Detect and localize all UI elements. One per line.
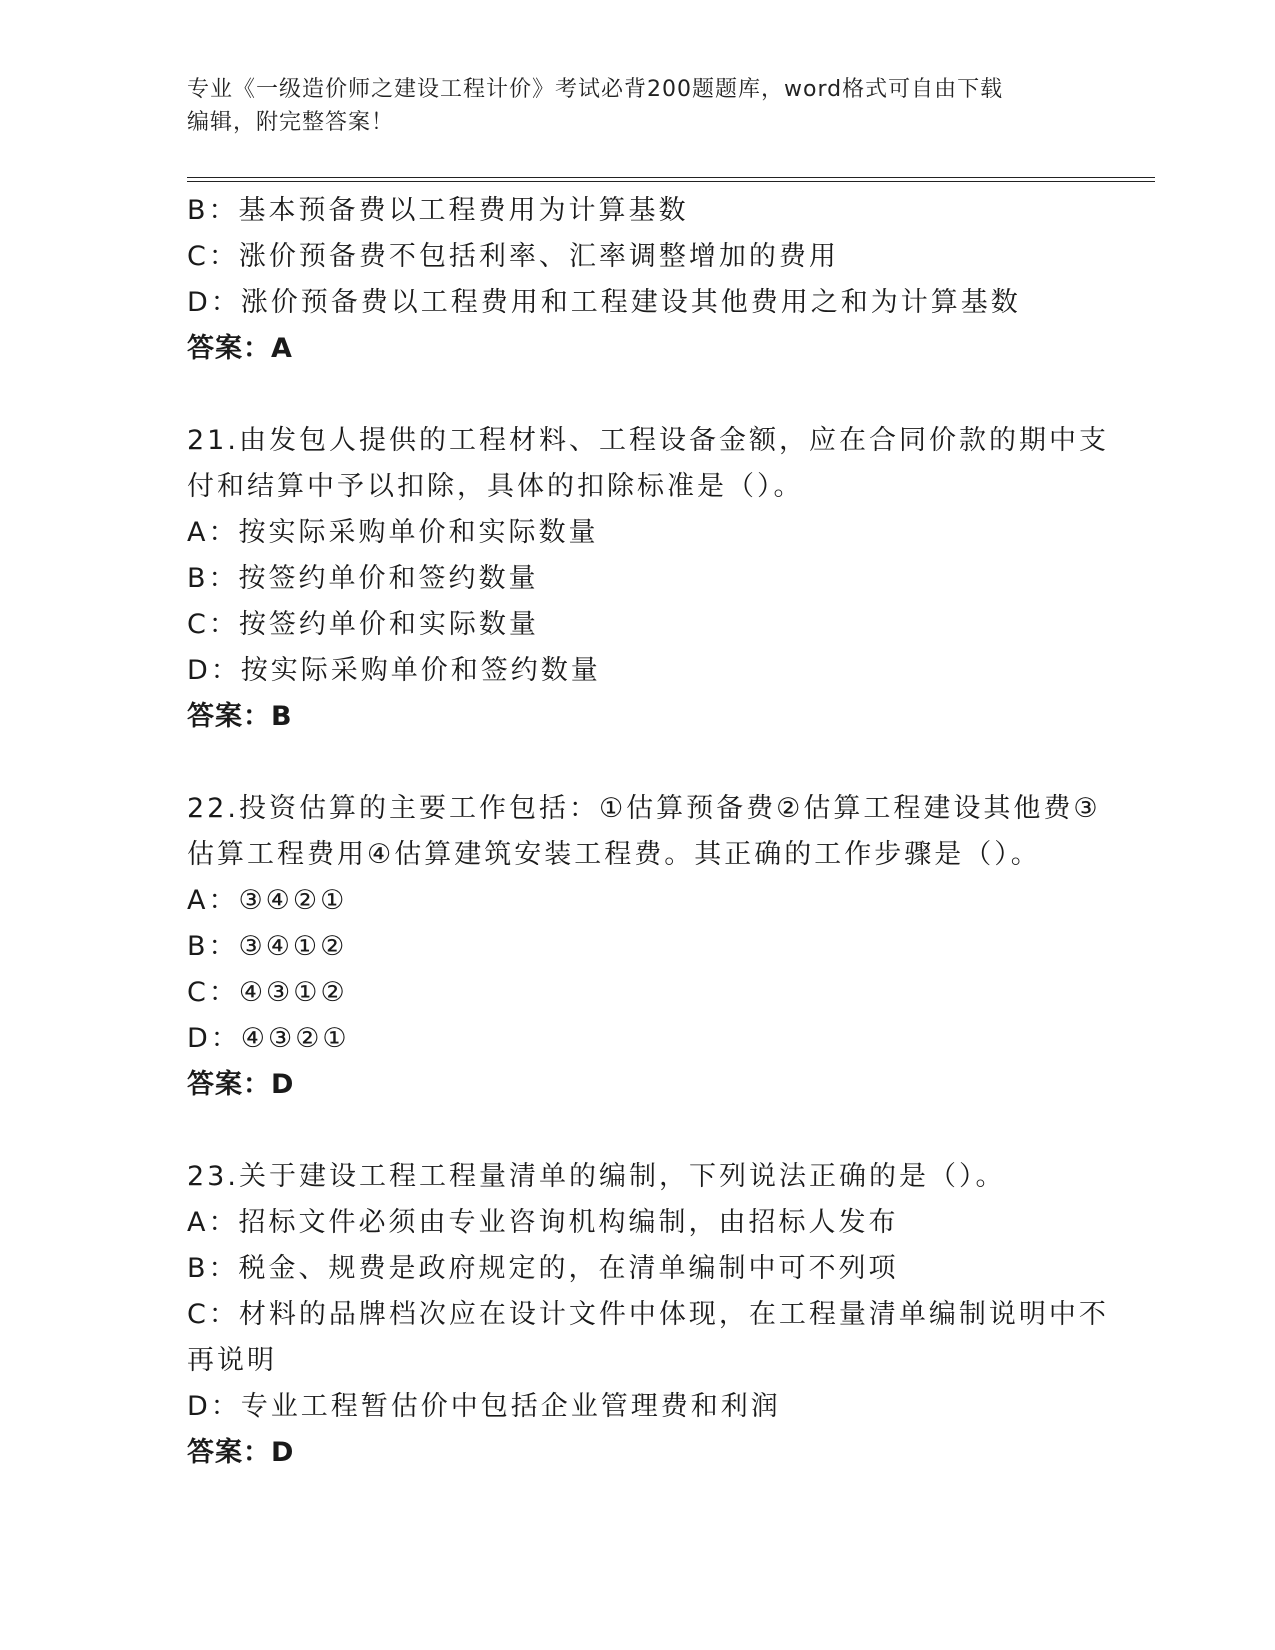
q23-option-c-continued: 再说明 [187, 1345, 277, 1376]
spacer [187, 740, 1087, 786]
q23-option-d: D：专业工程暂估价中包括企业管理费和利润 [187, 1391, 781, 1422]
q22-answer: 答案：D [187, 1069, 295, 1100]
q22-option-c: C：④③①② [187, 977, 348, 1008]
q20-option-b: B：基本预备费以工程费用为计算基数 [187, 195, 689, 226]
header-double-rule [187, 177, 1155, 182]
q23-stem-line-1: 23.关于建设工程工程量清单的编制，下列说法正确的是（）。 [187, 1161, 1006, 1192]
question-22 [187, 786, 1101, 1108]
q21-stem-line-1: 21.由发包人提供的工程材料、工程设备金额，应在合同价款的期中支 [187, 425, 1109, 456]
q23-answer: 答案：D [187, 1437, 295, 1468]
q20-option-c: C：涨价预备费不包括利率、汇率调整增加的费用 [187, 241, 839, 272]
q22-option-b: B：③④①② [187, 931, 348, 962]
q20-answer: 答案：A [187, 333, 293, 364]
q21-stem-line-2: 付和结算中予以扣除，具体的扣除标准是（）。 [187, 471, 804, 502]
q22-stem-line-2: 估算工程费用④估算建筑安装工程费。其正确的工作步骤是（）。 [187, 839, 1041, 870]
question-content [187, 188, 1109, 1476]
q22-option-d: D：④③②① [187, 1023, 350, 1054]
q23-option-a: A：招标文件必须由专业咨询机构编制，由招标人发布 [187, 1207, 899, 1238]
q21-option-d: D：按实际采购单价和签约数量 [187, 655, 601, 686]
q21-answer: 答案：B [187, 701, 293, 732]
header-line-2: 编辑，附完整答案！ [187, 110, 395, 135]
q22-stem-line-1: 22.投资估算的主要工作包括：①估算预备费②估算工程建设其他费③ [187, 793, 1101, 824]
q23-option-c: C：材料的品牌档次应在设计文件中体现，在工程量清单编制说明中不 [187, 1299, 1109, 1330]
question-20 [187, 188, 1087, 372]
spacer [187, 1108, 1087, 1154]
question-21 [187, 418, 1109, 740]
q21-option-c: C：按签约单价和实际数量 [187, 609, 539, 640]
q23-option-b: B：税金、规费是政府规定的，在清单编制中可不列项 [187, 1253, 899, 1284]
page-header [187, 73, 1087, 139]
q20-option-d: D：涨价预备费以工程费用和工程建设其他费用之和为计算基数 [187, 287, 1021, 318]
q21-option-a: A：按实际采购单价和实际数量 [187, 517, 599, 548]
header-line-1: 专业《一级造价师之建设工程计价》考试必背200题题库，word格式可自由下载 [187, 77, 1004, 102]
q22-option-a: A：③④②① [187, 885, 348, 916]
spacer [187, 372, 1087, 418]
question-23 [187, 1154, 1109, 1476]
q21-option-b: B：按签约单价和签约数量 [187, 563, 539, 594]
